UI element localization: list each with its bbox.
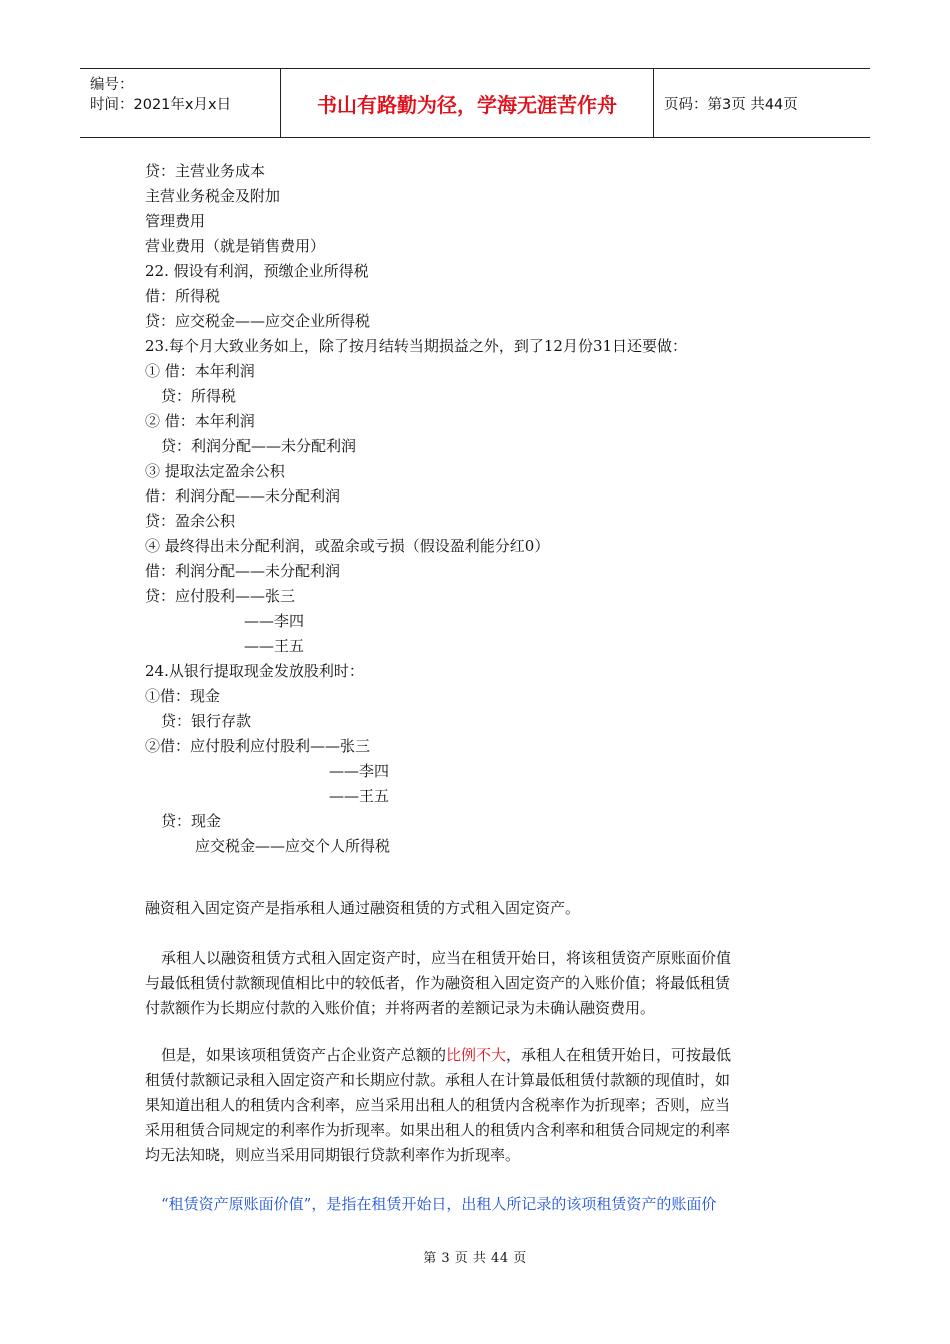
text-line: 贷：利润分配——未分配利润 <box>161 437 357 455</box>
text-line: ——李四 <box>244 612 305 630</box>
text-line: ③ 提取法定盈余公积 <box>145 462 285 480</box>
text-line: 贷：盈余公积 <box>145 512 236 530</box>
header-divider <box>653 69 654 137</box>
text-line: 借：利润分配——未分配利润 <box>145 487 341 505</box>
paragraph-line: 付款额作为长期应付款的入账价值；并将两者的差额记录为未确认融资费用。 <box>145 999 656 1017</box>
text-line: 贷：现金 <box>161 812 222 830</box>
text-line: 22. 假设有利润，预缴企业所得税 <box>145 262 369 280</box>
paragraph-text: ，承租人在租赁开始日，可按最低 <box>506 1046 732 1064</box>
header-motto: 书山有路勤为径，学海无涯苦作舟 <box>317 92 617 117</box>
header-meta <box>80 69 280 137</box>
text-line: 贷：应交税金——应交企业所得税 <box>145 312 371 330</box>
paragraph-line: 与最低租赁付款额现值相比中的较低者，作为融资租入固定资产的入账价值；将最低租赁 <box>145 974 731 992</box>
text-line: ① 借：本年利润 <box>145 362 255 380</box>
paragraph-line: 均无法知晓，则应当采用同期银行贷款利率作为折现率。 <box>145 1146 521 1164</box>
paragraph-text: 但是，如果该项租赁资产占企业资产总额的 <box>161 1046 447 1064</box>
text-line: ①借：现金 <box>145 687 221 705</box>
text-line: ④ 最终得出未分配利润，或盈余或亏损（假设盈利能分红0） <box>145 537 550 555</box>
text-line: 营业费用（就是销售费用） <box>145 237 326 255</box>
text-line: ——李四 <box>329 762 390 780</box>
text-line: 应交税金——应交个人所得税 <box>195 837 391 855</box>
paragraph-exception <box>145 1043 815 1168</box>
paragraph-book-value <box>145 1192 815 1217</box>
text-line: 借：所得税 <box>145 287 221 305</box>
text-line: 管理费用 <box>145 212 206 230</box>
text-line: ——王五 <box>329 787 390 805</box>
page-footer: 第 3 页 共 44 页 <box>423 1251 527 1266</box>
text-line: 贷：主营业务成本 <box>145 162 266 180</box>
header-page-info: 页码：第3页 共44页 <box>664 97 798 113</box>
text-line: 24.从银行提取现金发放股利时： <box>145 662 364 680</box>
paragraph-line <box>145 1043 815 1068</box>
paragraph-line: 承租人以融资租赁方式租入固定资产时，应当在租赁开始日，将该租赁资产原账面价值 <box>161 949 732 967</box>
number-label: 编号： <box>90 77 134 93</box>
paragraph-lessee <box>145 946 815 1021</box>
paragraph-definition <box>145 896 815 921</box>
highlight-text: 比例不大 <box>446 1046 507 1064</box>
paragraph-line: 采用租赁合同规定的利率作为折现率。如果出租人的租赁内含利率和租赁合同规定的利率 <box>145 1121 731 1139</box>
text-line: ——王五 <box>244 637 305 655</box>
text-line: ② 借：本年利润 <box>145 412 255 430</box>
paragraph-line: 果知道出租人的租赁内含利率，应当采用出租人的租赁内含税率作为折现率；否则，应当 <box>145 1096 731 1114</box>
time-label: 时间：2021年x月x日 <box>90 97 232 113</box>
text-line: 贷：所得税 <box>161 387 237 405</box>
paragraph-line: 租赁付款额记录租入固定资产和长期应付款。承租人在计算最低租赁付款额的现值时，如 <box>145 1071 731 1089</box>
text-line: 贷：银行存款 <box>161 712 252 730</box>
page-header <box>80 68 870 138</box>
text-line: ②借：应付股利应付股利——张三 <box>145 737 371 755</box>
paragraph-line: “租赁资产原账面价值”，是指在租赁开始日，出租人所记录的该项租赁资产的账面价 <box>161 1195 717 1213</box>
text-line: 主营业务税金及附加 <box>145 187 281 205</box>
text-line: 借：利润分配——未分配利润 <box>145 562 341 580</box>
paragraph-line: 融资租入固定资产是指承租人通过融资租赁的方式租入固定资产。 <box>145 899 581 917</box>
text-line: 贷：应付股利——张三 <box>145 587 296 605</box>
text-line: 23.每个月大致业务如上，除了按月结转当期损益之外，到了12月份31日还要做： <box>145 337 688 355</box>
